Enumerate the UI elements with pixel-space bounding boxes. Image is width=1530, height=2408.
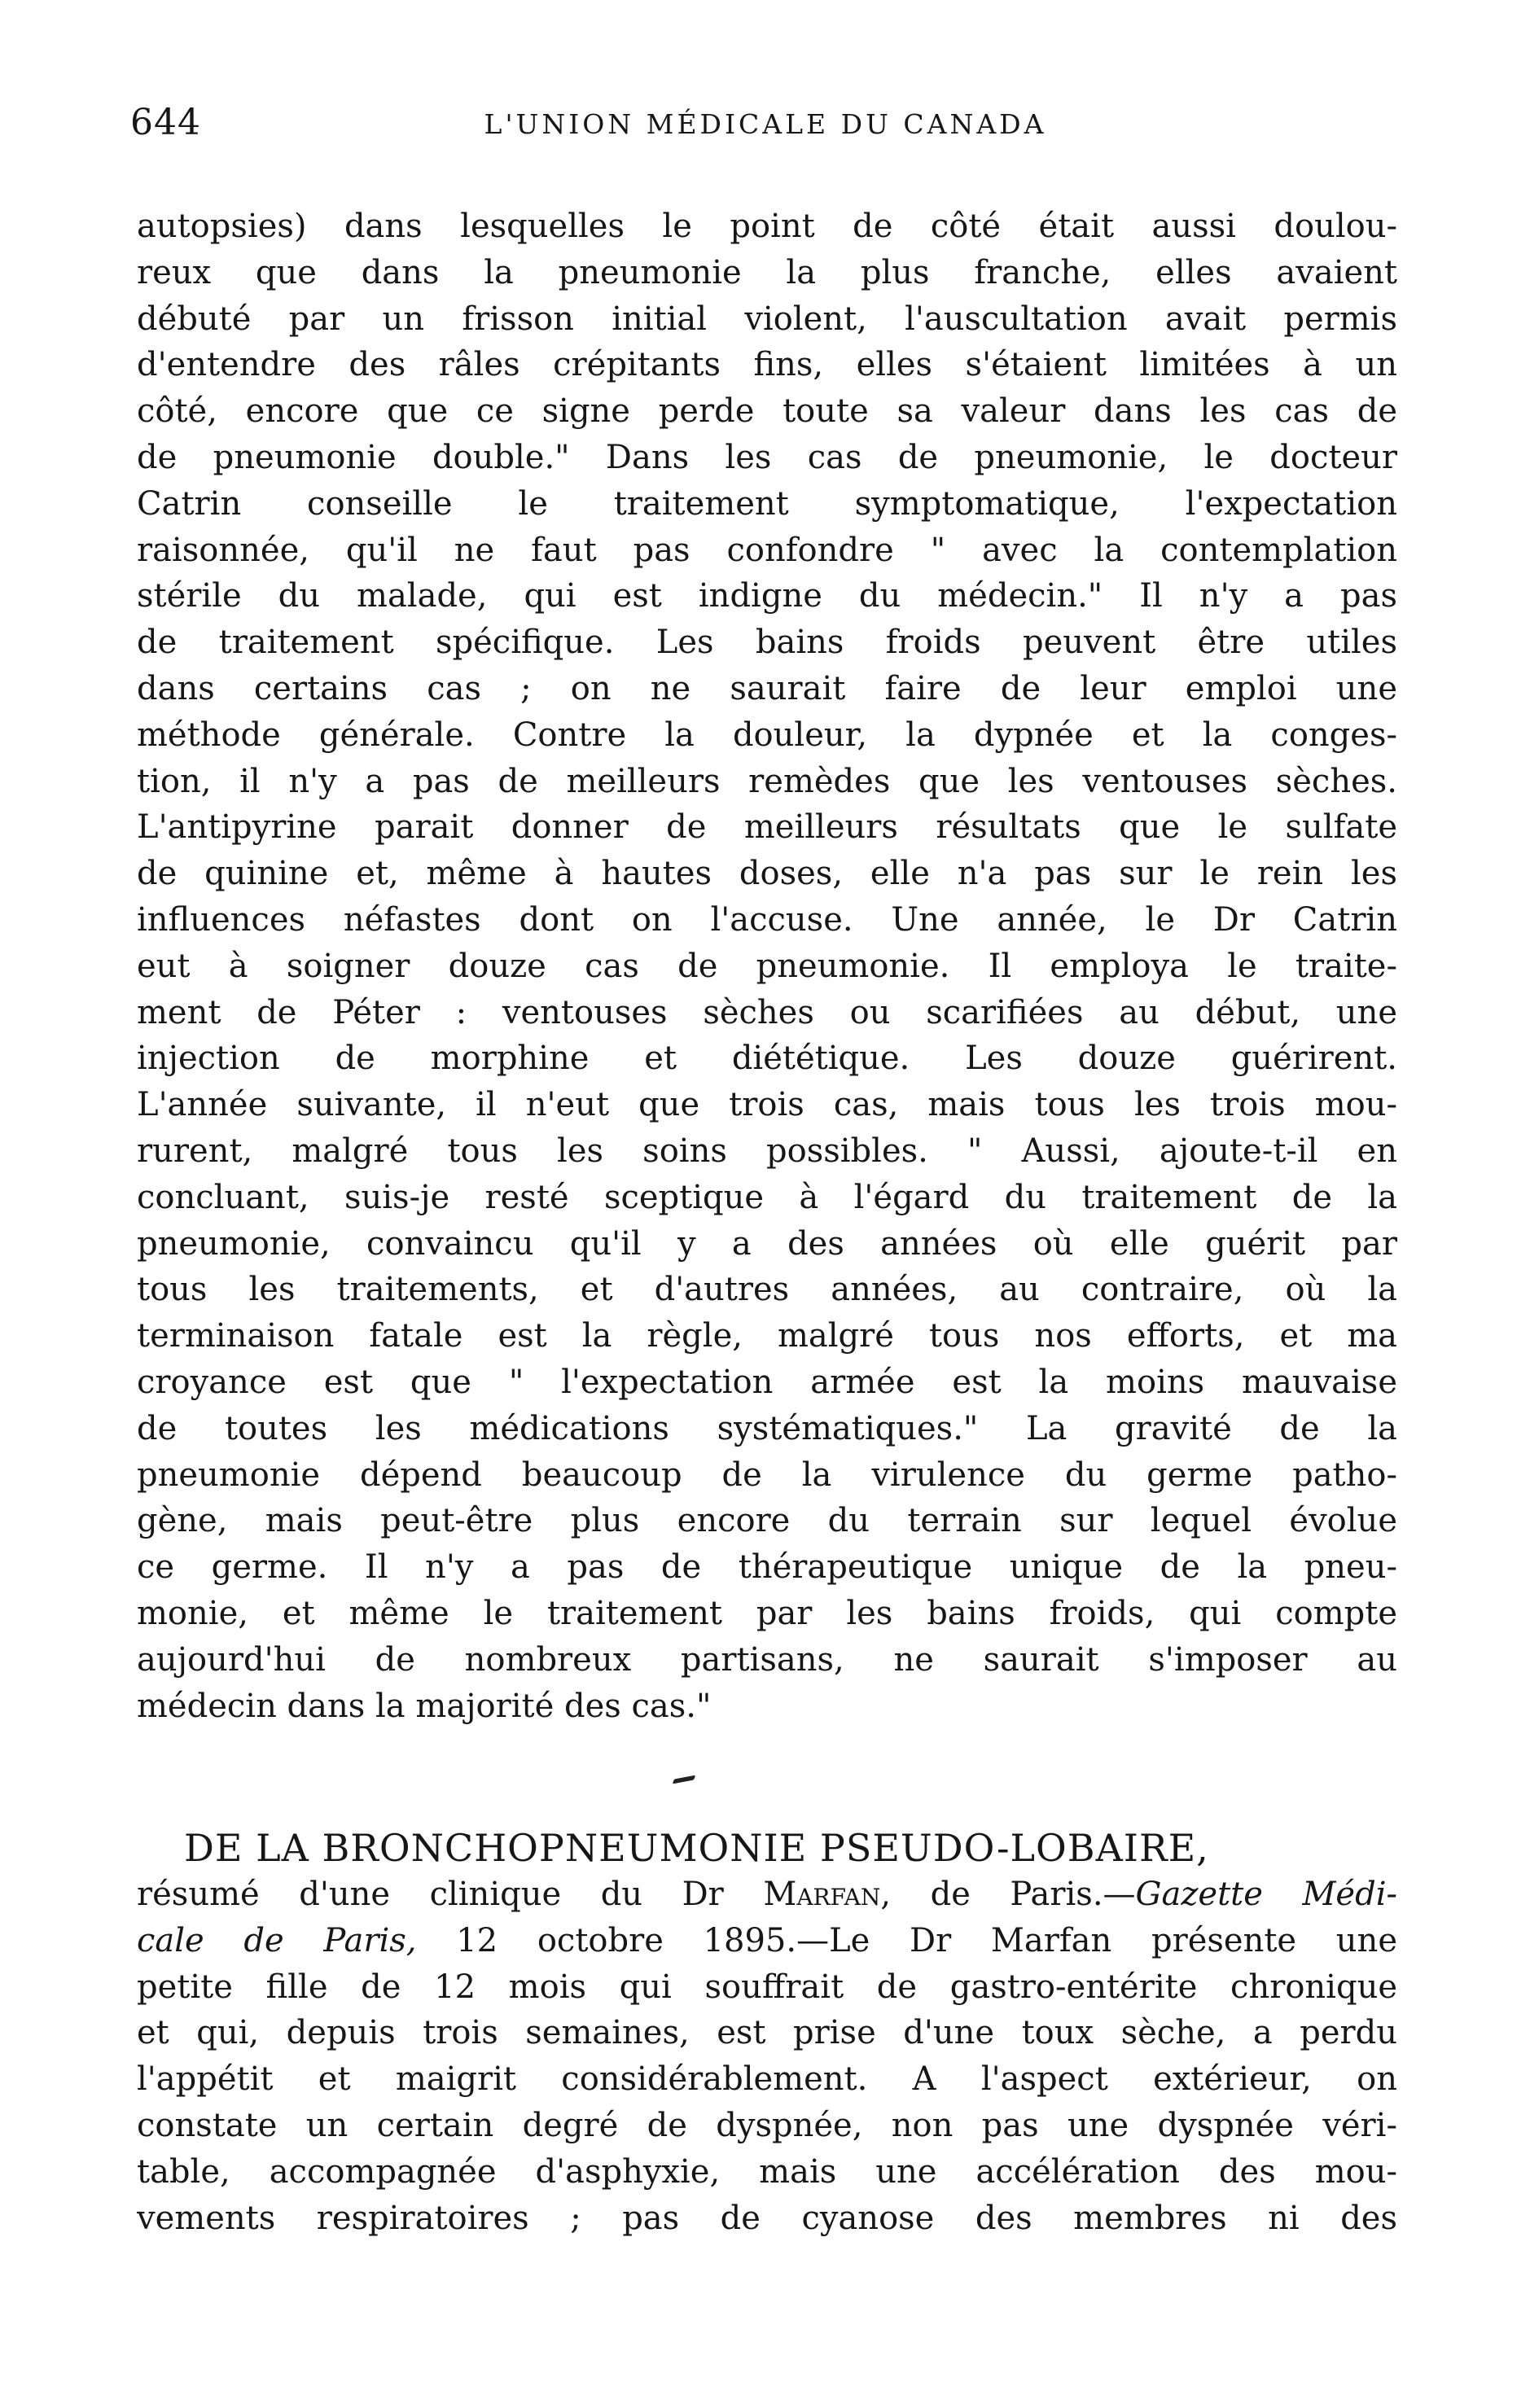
text-line: gène, mais peut-être plus encore du terrain sur lequel évolue (137, 1502, 1397, 1540)
text-line: dans certains cas ; on ne saurait faire de leur emploi une (137, 669, 1397, 707)
text-line: ment de Péter : ventouses sèches ou scarifiées au début, une (137, 993, 1397, 1031)
text-line: l'appétit et maigrit considérablement. A l'aspect extérieur, on (137, 2060, 1397, 2099)
article-continuation (137, 204, 1397, 1729)
journal-title: L'UNION MÉDICALE DU CANADA (484, 108, 1047, 140)
text-line: tion, il n'y a pas de meilleurs remèdes que les ventouses sèches. (137, 762, 1397, 800)
text-line: ce germe. Il n'y a pas de thérapeutique unique de la pneu- (137, 1548, 1397, 1587)
text-line: d'entendre des râles crépitants fins, elles s'étaient limitées à un (137, 346, 1397, 384)
text-line: de toutes les médications systématiques." La gravité de la (137, 1409, 1397, 1447)
source-title: cale de Paris, (137, 1921, 417, 1959)
text-line: et qui, depuis trois semaines, est prise d'une toux sèche, a perdu (137, 2014, 1397, 2052)
text-line: autopsies) dans lesquelles le point de côté était aussi doulou- (137, 208, 1397, 245)
text-line: de traitement spécifique. Les bains froids peuvent être utiles (137, 624, 1397, 662)
text-line: méthode générale. Contre la douleur, la dypnée et la conges- (137, 716, 1397, 754)
text-line: rurent, malgré tous les soins possibles. " Aussi, ajoute-t-il en (137, 1132, 1397, 1170)
text-line: concluant, suis-je resté sceptique à l'égard du traitement de la (137, 1178, 1397, 1216)
text-line: L'antipyrine parait donner de meilleurs résultats que le sulfate (137, 808, 1397, 847)
article-heading: DE LA BRONCHOPNEUMONIE PSEUDO-LOBAIRE, (184, 1826, 1209, 1870)
author-name: Marfan (763, 1876, 881, 1913)
text-line: débuté par un frisson initial violent, l'auscultation avait permis (137, 300, 1397, 338)
running-head (130, 102, 1401, 151)
text-line (137, 1872, 1397, 1918)
text-line: côté, encore que ce signe perde toute sa valeur dans les cas de (137, 392, 1397, 431)
text-line: terminaison fatale est la règle, malgré tous nos efforts, et ma (137, 1317, 1397, 1355)
text-line: de quinine et, même à hautes doses, elle n'a pas sur le rein les (137, 855, 1397, 893)
text-line: eut à soigner douze cas de pneumonie. Il employa le traite- (137, 947, 1397, 985)
text-line (137, 1918, 1397, 1964)
text-line: injection de morphine et diététique. Les douze guérirent. (137, 1040, 1397, 1078)
text-line: table, accompagnée d'asphyxie, mais une accélération des mou- (137, 2152, 1397, 2191)
text-line: médecin dans la majorité des cas." (137, 1687, 712, 1725)
article-body (137, 1872, 1397, 2241)
source-title: Gazette Médi- (1135, 1876, 1397, 1913)
text-fragment: résumé d'une clinique du Dr (137, 1876, 764, 1913)
text-line: petite fille de 12 mois qui souffrait de gastro-entérite chronique (137, 1968, 1397, 2006)
text-fragment: 12 octobre 1895.—Le Dr Marfan présente une (416, 1921, 1397, 1959)
text-line: constate un certain degré de dyspnée, non pas une dyspnée véri- (137, 2106, 1397, 2144)
text-line: stérile du malade, qui est indigne du médecin." Il n'y a pas (137, 577, 1397, 615)
text-line: croyance est que " l'expectation armée est la moins mauvaise (137, 1363, 1397, 1401)
page-number: 644 (130, 102, 201, 143)
text-line: tous les traitements, et d'autres années, au contraire, où la (137, 1271, 1397, 1309)
text-line: raisonnée, qu'il ne faut pas confondre " avec la contemplation (137, 531, 1397, 569)
text-line: L'année suivante, il n'eut que trois cas, mais tous les trois mou- (137, 1086, 1397, 1124)
text-fragment: , de Paris.— (880, 1876, 1136, 1913)
text-line: aujourd'hui de nombreux partisans, ne saurait s'imposer au (137, 1640, 1397, 1679)
text-line: de pneumonie double." Dans les cas de pneumonie, le docteur (137, 438, 1397, 476)
text-line: vements respiratoires ; pas de cyanose des membres ni des (137, 2199, 1397, 2237)
text-line: monie, et même le traitement par les bains froids, qui compte (137, 1594, 1397, 1632)
text-line: influences néfastes dont on l'accuse. Une année, le Dr Catrin (137, 900, 1397, 939)
text-line: reux que dans la pneumonie la plus franche, elles avaient (137, 253, 1397, 291)
text-line: pneumonie, convaincu qu'il y a des années où elle guérit par (137, 1224, 1397, 1263)
section-separator-mark (673, 1775, 695, 1784)
text-line: Catrin conseille le traitement symptomatique, l'expectation (137, 484, 1397, 523)
text-line: pneumonie dépend beaucoup de la virulence du germe patho- (137, 1456, 1397, 1494)
